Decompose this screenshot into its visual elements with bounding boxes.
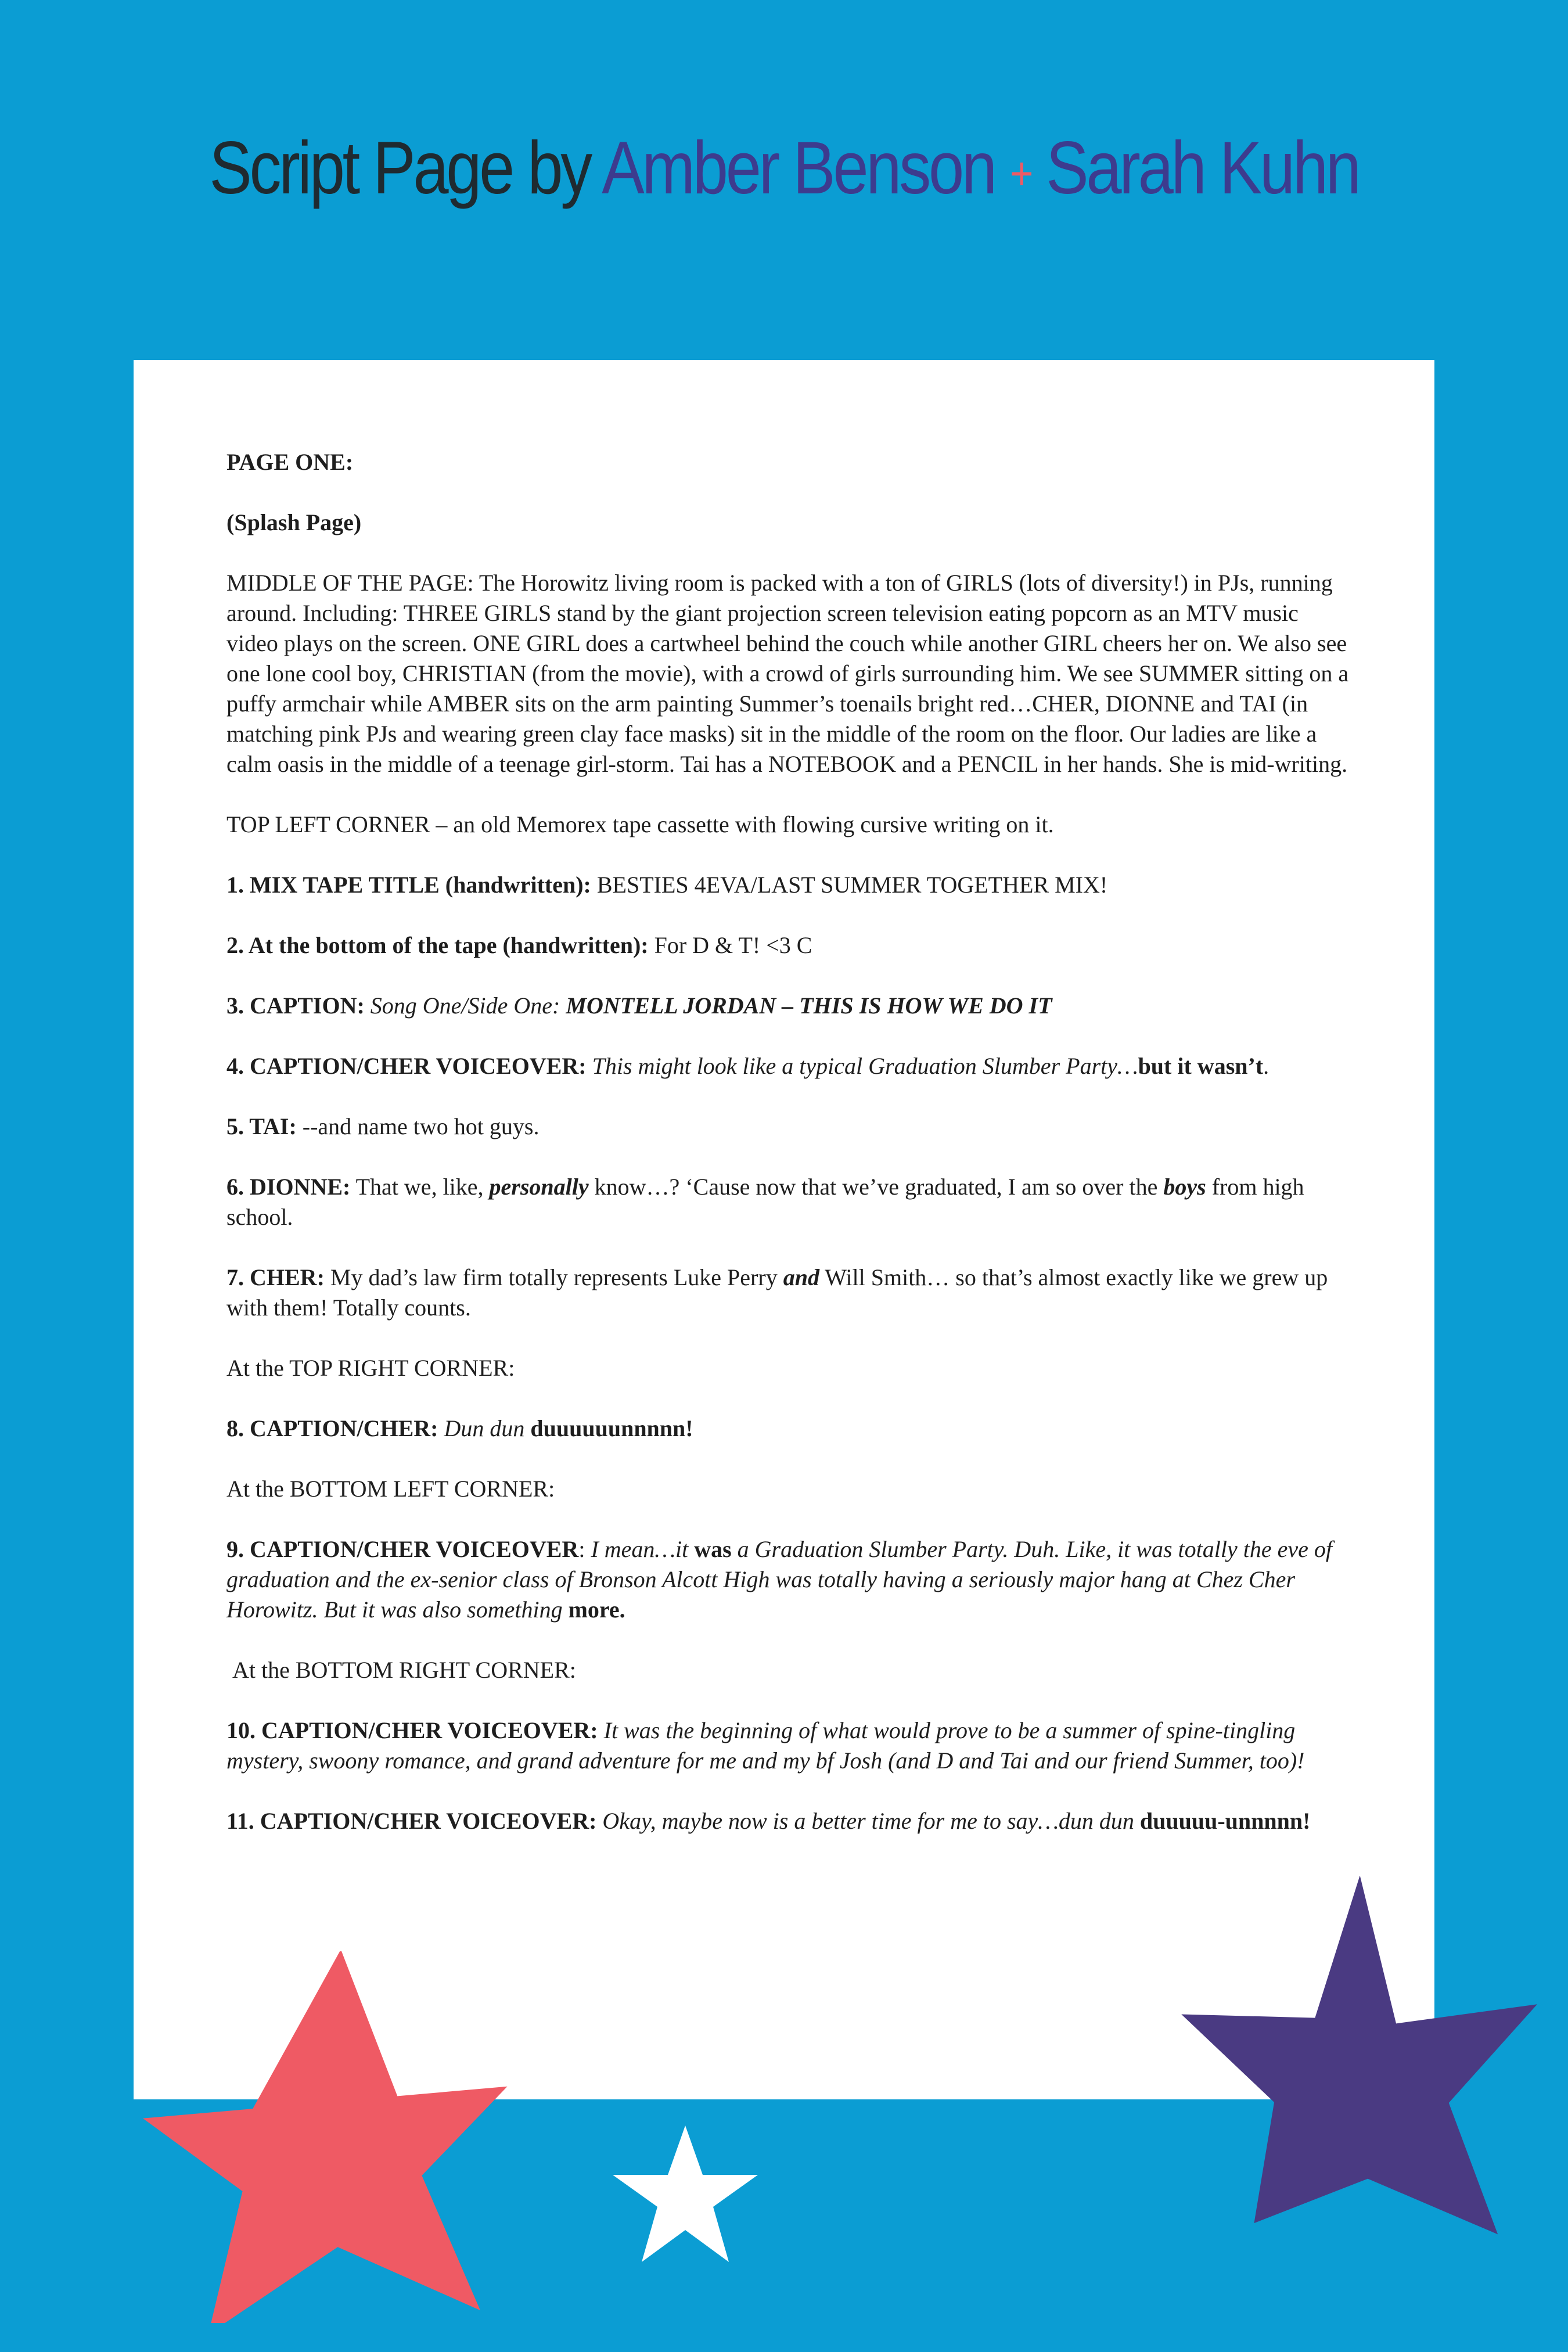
splash-label: (Splash Page): [226, 509, 362, 535]
star-icon-purple: [1179, 1876, 1539, 2236]
star-icon-red: [139, 1951, 517, 2323]
star-icon-white: [610, 2126, 761, 2265]
panel-description: MIDDLE OF THE PAGE: The Horowitz living room is packed with a ton of GIRLS (lots of diversity!) in PJs, running around. Including: THREE GIRLS stand by the giant projection screen television eating popcorn as an MTV music video plays on the screen. ONE GIRL does a cartwheel behind the couch while another GIRL cheers her on. We also see one lone cool boy, CHRISTIAN (from the movie), with a crowd of girls surrounding him. We see SUMMER sitting on a puffy armchair while AMBER sits on the arm painting Summer’s toenails bright red…CHER, DIONNE and TAI (in matching pink PJs and wearing green clay face masks) sit in the middle of the room on the floor. Our ladies are like a calm oasis in the middle of a teenage girl-storm. Tai has a NOTEBOOK and a PENCIL in her hands. She is mid-writing.: [226, 570, 1349, 777]
line-4: 4. CAPTION/CHER VOICEOVER: This might look like a typical Graduation Slumber Party…but it wasn’t.: [226, 1053, 1269, 1079]
line-6: 6. DIONNE: That we, like, personally know…? ‘Cause now that we’ve graduated, I am so over the boys from high school.: [226, 1174, 1304, 1230]
line-9: 9. CAPTION/CHER VOICEOVER: I mean…it was a Graduation Slumber Party. Duh. Like, it was totally the eve of graduation and the ex-senior class of Bronson Alcott High was totally having a seriously major hang at Chez Cher Horowitz. But it was also something more.: [226, 1536, 1332, 1623]
header-author-1: Amber Benson: [602, 127, 995, 210]
page-header: [110, 119, 1458, 218]
script-text: [226, 447, 1350, 1867]
top-right-description: At the TOP RIGHT CORNER:: [226, 1355, 515, 1381]
line-3: 3. CAPTION: Song One/Side One: MONTELL JORDAN – THIS IS HOW WE DO IT: [226, 992, 1052, 1019]
header-author-2: Sarah Kuhn: [1046, 127, 1359, 210]
header-prefix: Script Page by: [209, 127, 591, 210]
line-11: 11. CAPTION/CHER VOICEOVER: Okay, maybe now is a better time for me to say…dun dun duuuuu-unnnnn!: [226, 1808, 1311, 1834]
plus-icon: +: [1010, 148, 1031, 200]
line-8: 8. CAPTION/CHER: Dun dun duuuuuunnnnn!: [226, 1415, 693, 1441]
line-2: 2. At the bottom of the tape (handwritten): For D & T! <3 C: [226, 932, 812, 958]
line-5: 5. TAI: --and name two hot guys.: [226, 1113, 540, 1139]
top-left-description: TOP LEFT CORNER – an old Memorex tape cassette with flowing cursive writing on it.: [226, 811, 1054, 837]
line-10: 10. CAPTION/CHER VOICEOVER: It was the beginning of what would prove to be a summer of spine-tingling mystery, swoony romance, and grand adventure for me and my bf Josh (and D and Tai and our friend Summer, too)!: [226, 1717, 1305, 1774]
page-label: PAGE ONE:: [226, 449, 354, 475]
bottom-right-description: At the BOTTOM RIGHT CORNER:: [226, 1657, 576, 1683]
line-7: 7. CHER: My dad’s law firm totally represents Luke Perry and Will Smith… so that’s almost exactly like we grew up with them! Totally counts.: [226, 1264, 1328, 1321]
line-1: 1. MIX TAPE TITLE (handwritten): BESTIES 4EVA/LAST SUMMER TOGETHER MIX!: [226, 872, 1108, 898]
bottom-left-description: At the BOTTOM LEFT CORNER:: [226, 1476, 555, 1502]
